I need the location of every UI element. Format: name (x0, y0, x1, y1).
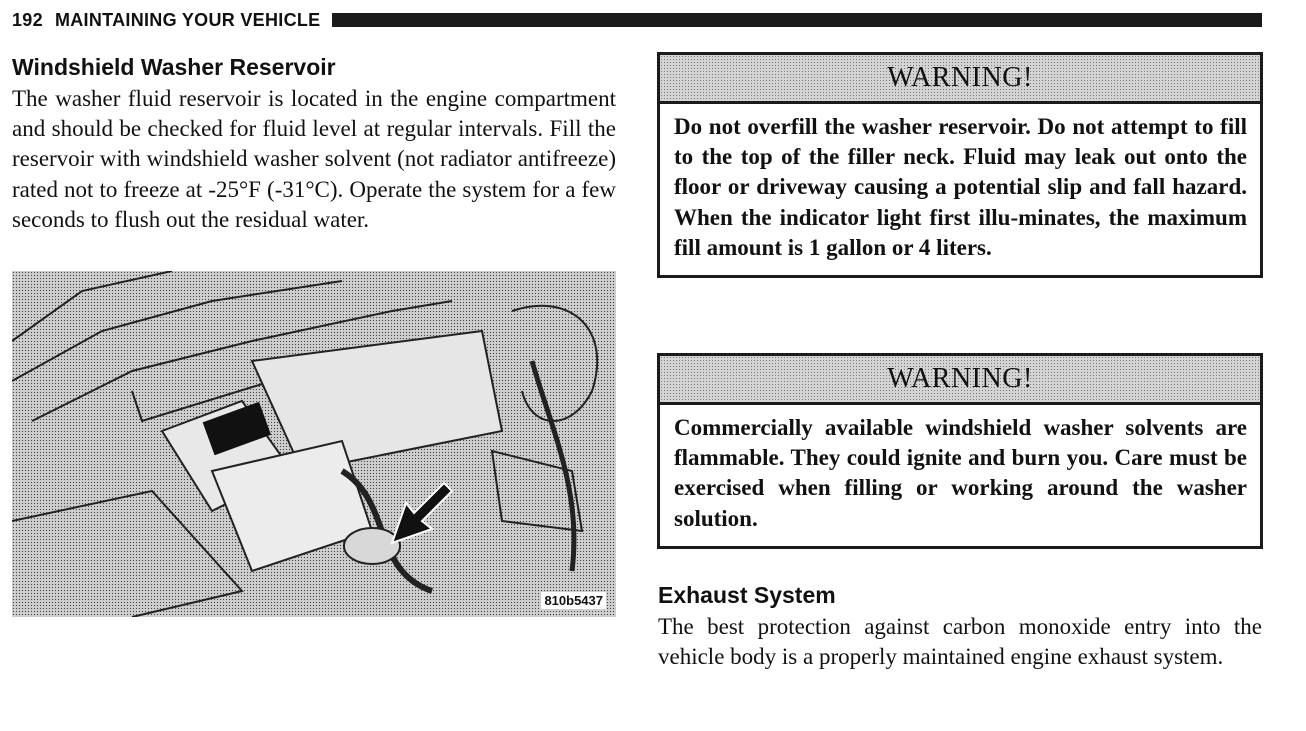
page-number: 192 (12, 9, 43, 30)
engine-compartment-figure (12, 271, 616, 617)
warning-title: WARNING! (660, 356, 1260, 405)
section-title: MAINTAINING YOUR VEHICLE (54, 9, 321, 30)
page-header (12, 9, 1262, 31)
exhaust-body: The best protection against carbon monoxide entry into the vehicle body is a properly maintained engine exhaust system. (658, 614, 1262, 670)
warning-box-overfill (657, 52, 1263, 278)
header-rule (332, 13, 1262, 27)
exhaust-heading: Exhaust System (658, 582, 836, 608)
warning-text: Do not overfill the washer reservoir. Do not attempt to fill to the top of the filler neck. Fluid may leak out onto the floor or driveway causing a potential slip and fall hazard. When the indicator light first illu-minates, the maximum fill amount is 1 gallon or 4 liters. (674, 114, 1247, 260)
warning-text: Commercially available windshield washer solvents are flammable. They could ignite and burn you. Care must be exercised when filling or working around the washer solution. (674, 415, 1247, 531)
washer-heading: Windshield Washer Reservoir (12, 54, 336, 80)
figure-label: 810b5437 (541, 592, 606, 609)
warning-box-flammable (657, 353, 1263, 549)
washer-body: The washer fluid reservoir is located in the engine compartment and should be checked for fluid level at regular intervals. Fill the reservoir with windshield washer solvent (not radiator antifreeze) rated not to freeze at -25°F (-31°C). Operate the system for a few seconds to flush out the residual water. (12, 86, 616, 232)
warning-title: WARNING! (660, 55, 1260, 104)
